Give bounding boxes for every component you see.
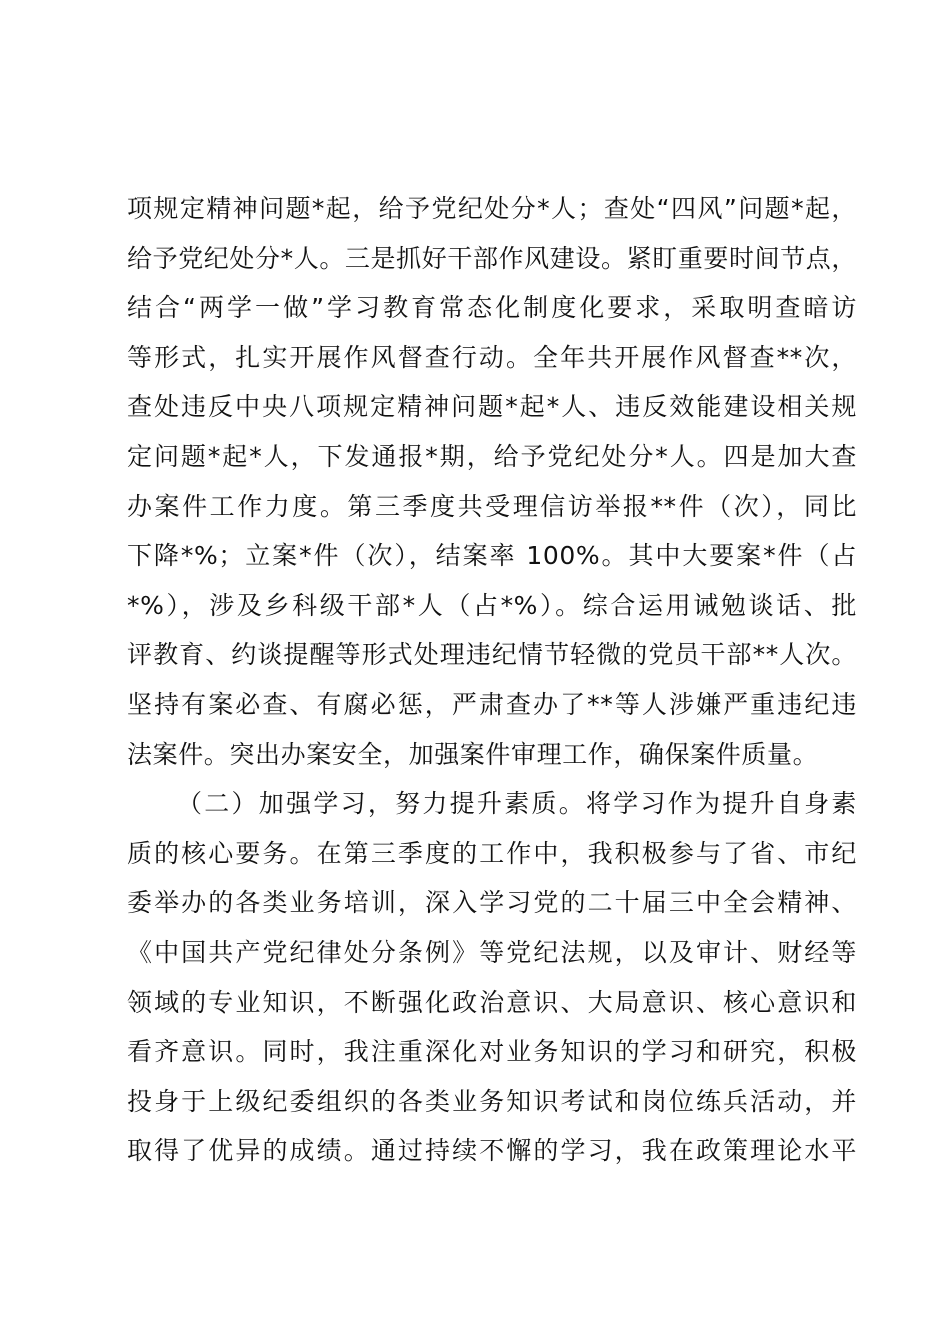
- text-line: 看齐意识。同时，我注重深化对业务知识的学习和研究，积极: [127, 1037, 857, 1067]
- document-body: [127, 184, 857, 1176]
- paragraph-end-line: 法案件。突出办案安全，加强案件审理工作，确保案件质量。: [127, 739, 819, 769]
- text-line: 给予党纪处分*人。三是抓好干部作风建设。紧盯重要时间节点，: [127, 243, 857, 273]
- text-line: 质的核心要务。在第三季度的工作中，我积极参与了省、市纪: [127, 838, 857, 868]
- text-line: 取得了优异的成绩。通过持续不懈的学习，我在政策理论水平: [127, 1136, 857, 1166]
- text-line: 定问题*起*人，下发通报*期，给予党纪处分*人。四是加大查: [127, 441, 857, 471]
- text-line: 《中国共产党纪律处分条例》等党纪法规，以及审计、财经等: [127, 937, 857, 967]
- text-line: 评教育、约谈提醒等形式处理违纪情节轻微的党员干部**人次。: [127, 640, 857, 670]
- text-line: 等形式，扎实开展作风督查行动。全年共开展作风督查**次，: [127, 342, 857, 372]
- text-line: 结合“两学一做”学习教育常态化制度化要求，采取明查暗访: [127, 293, 857, 323]
- text-line: 投身于上级纪委组织的各类业务知识考试和岗位练兵活动，并: [127, 1086, 857, 1116]
- text-line: 项规定精神问题*起，给予党纪处分*人；查处“四风”问题*起，: [127, 194, 857, 223]
- text-line: *%），涉及乡科级干部*人（占*%）。综合运用诫勉谈话、批: [127, 590, 857, 620]
- text-line: 坚持有案必查、有腐必惩，严肃查办了**等人涉嫌严重违纪违: [127, 689, 857, 719]
- section-heading-line: （二）加强学习，努力提升素质。将学习作为提升自身素: [177, 789, 857, 819]
- text-line: 办案件工作力度。第三季度共受理信访举报**件（次），同比: [127, 491, 857, 521]
- text-line: 下降*%；立案*件（次），结案率 100%。其中大要案*件（占: [127, 541, 857, 571]
- text-line: 领域的专业知识，不断强化政治意识、大局意识、核心意识和: [127, 987, 857, 1017]
- text-line: 委举办的各类业务培训，深入学习党的二十届三中全会精神、: [127, 888, 857, 918]
- text-line: 查处违反中央八项规定精神问题*起*人、违反效能建设相关规: [127, 392, 857, 422]
